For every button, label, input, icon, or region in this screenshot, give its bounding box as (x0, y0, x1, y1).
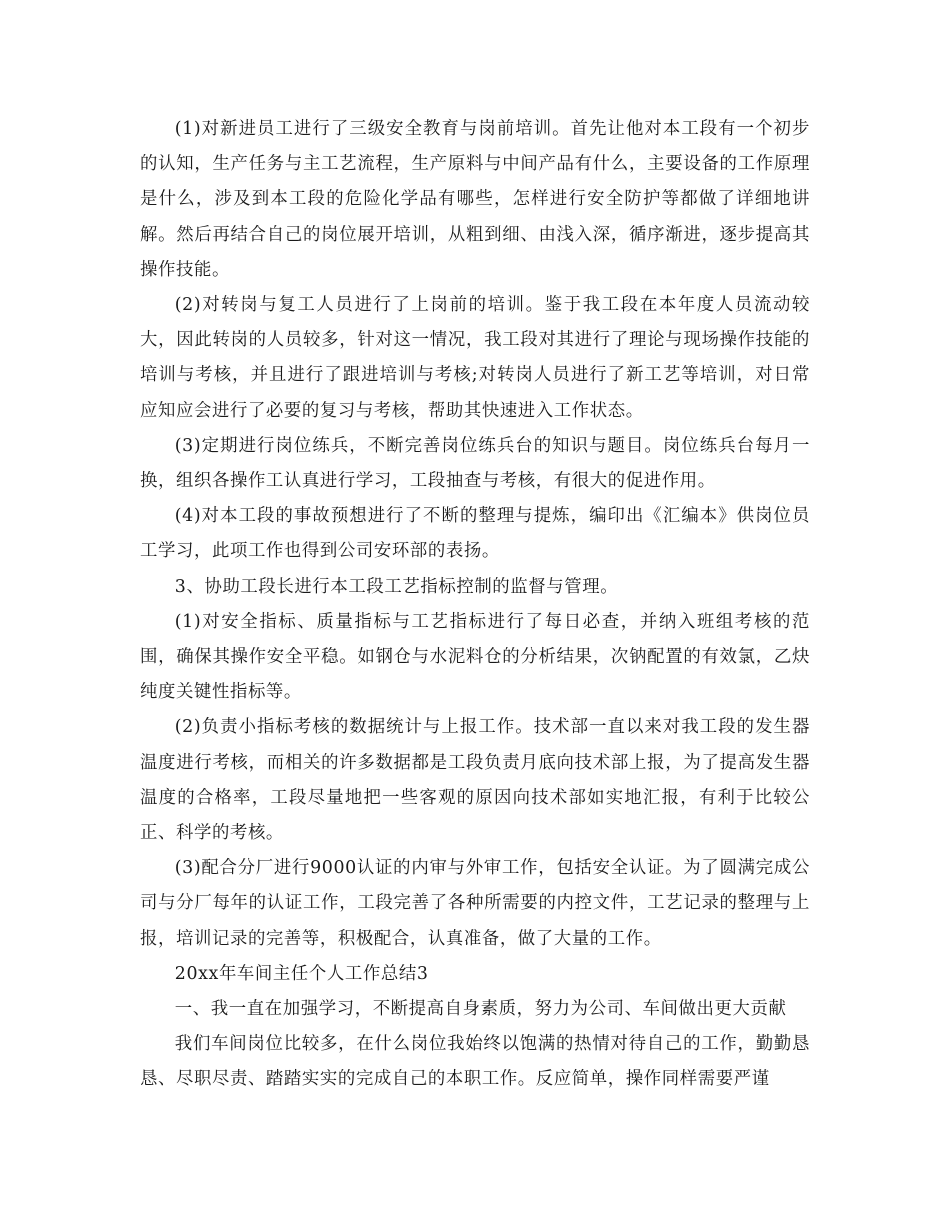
paragraph-summary-title: 20xx年车间主任个人工作总结3 (174, 963, 429, 984)
paragraph-statistics-report: (2)负责小指标考核的数据统计与上报工作。技术部一直以来对我工段的发生器温度进行考核，而相关的许多数据都是工段负责月底向技术部上报，为了提高发生器温度的合格率，工段尽量地把一些客观的原因向技术部如实地汇报，有利于比较公正、科学的考核。 (140, 717, 810, 844)
paragraph-study-heading: 一、我一直在加强学习，不断提高自身素质，努力为公司、车间做出更大贡献 (174, 999, 787, 1020)
paragraph-training-new-staff: (1)对新进员工进行了三级安全教育与岗前培训。首先让他对本工段有一个初步的认知，生产任务与主工艺流程，生产原料与中间产品有什么，主要设备的工作原理是什么，涉及到本工段的危险化学品有哪些，怎样进行安全防护等都做了详细地讲解。然后再结合自己的岗位展开培训，从粗到细、由浅入深，循序渐进，逐步提高其操作技能。 (140, 119, 810, 280)
paragraph-accident-drill: (4)对本工段的事故预想进行了不断的整理与提炼，编印出《汇编本》供岗位员工学习，此项工作也得到公司安环部的表扬。 (140, 506, 810, 562)
paragraph-training-transfer-staff: (2)对转岗与复工人员进行了上岗前的培训。鉴于我工段在本年度人员流动较大，因此转岗的人员较多，针对这一情况，我工段对其进行了理论与现场操作技能的培训与考核，并且进行了跟进培训与考核;对转岗人员进行了新工艺等培训，对日常应知应会进行了必要的复习与考核，帮助其快速进入工作状态。 (140, 295, 810, 421)
paragraph-post-drill: (3)定期进行岗位练兵，不断完善岗位练兵台的知识与题目。岗位练兵台每月一换，组织各操作工认真进行学习，工段抽查与考核，有很大的促进作用。 (140, 435, 810, 492)
paragraph-certification-audit: (3)配合分厂进行9000认证的内审与外审工作，包括安全认证。为了圆满完成公司与分厂每年的认证工作，工段完善了各种所需要的内控文件，工艺记录的整理与上报，培训记录的完善等，积极配合，认真准备，做了大量的工作。 (140, 858, 810, 949)
paragraph-workshop-duties: 我们车间岗位比较多，在什么岗位我始终以饱满的热情对待自己的工作，勤勤恳恳、尽职尽责、踏踏实实的完成自己的本职工作。反应简单，操作同样需要严谨 (140, 1034, 810, 1090)
paragraph-section-heading-3: 3、协助工段长进行本工段工艺指标控制的监督与管理。 (174, 576, 619, 597)
paragraph-daily-check: (1)对安全指标、质量指标与工艺指标进行了每日必查，并纳入班组考核的范围，确保其操作安全平稳。如钢仓与水泥料仓的分析结果，次钠配置的有效氯，乙炔纯度关键性指标等。 (140, 611, 810, 703)
document-body (140, 112, 810, 1098)
